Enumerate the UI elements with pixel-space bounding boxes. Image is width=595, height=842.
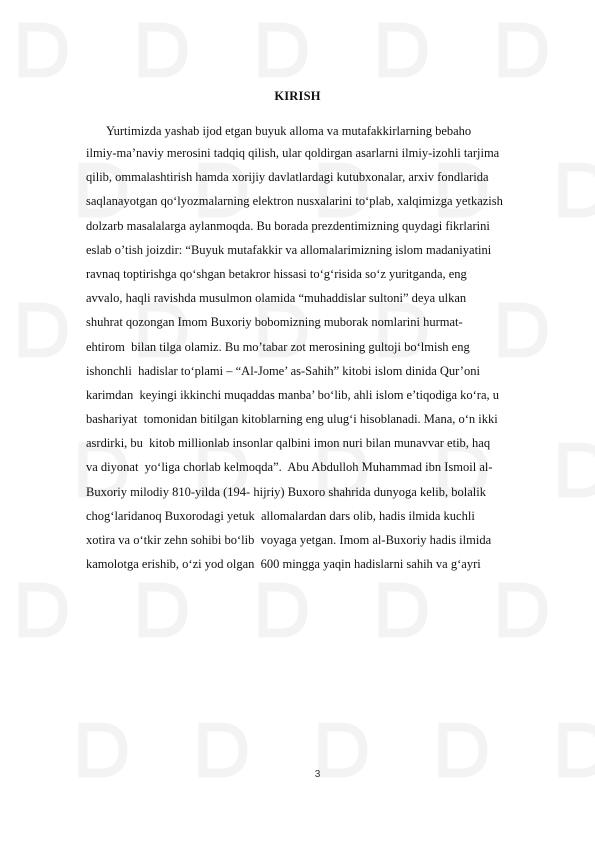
paragraph-line: avvalo, haqli ravishda musulmon olamida “muhaddislar sultoni” deya ulkan xyxy=(86,291,467,306)
watermark-mark xyxy=(143,27,183,73)
paragraph-line: Yurtimizda yashab ijod etgan buyuk alloma va mutafakkirlarning bebaho xyxy=(106,124,472,138)
paragraph-line: kamolotga erishib, o‘zi yod olgan 600 mingga yaqin hadislarni sahih va g‘ayri xyxy=(86,557,481,572)
watermark-mark xyxy=(503,27,543,73)
watermark-mark xyxy=(563,167,595,213)
paragraph-line: eslab o’tish joizdir: “Buyuk mutafakkir va allomalarimizning islom madaniyatini xyxy=(86,242,492,257)
paragraph-line: dolzarb masalalarga aylanmoqda. Bu borada prezdentimizning quydagi fikrlarini xyxy=(86,218,490,233)
paragraph-line: karimdan keyingi ikkinchi muqaddas manba’ bo‘lib, ahli islom e’tiqodiga ko‘ra, u xyxy=(86,387,499,402)
paragraph-line: saqlanayotgan qo‘lyozmalarning elektron nusxalarini to‘plab, xalqimizga yetkazish xyxy=(86,194,503,209)
watermark-mark xyxy=(323,727,363,773)
paragraph-line: Buxoriy milodiy 810-yilda (194- hijriy) Buxoro shahrida dunyoga kelib, bolalik xyxy=(86,484,486,499)
watermark-mark xyxy=(23,27,63,73)
watermark-mark xyxy=(23,307,63,353)
paragraph-line: ilmiy-ma’naviy merosini tadqiq qilish, ular qoldirgan asarlarni ilmiy-izohli tarjima xyxy=(86,146,500,160)
watermark-mark xyxy=(263,27,303,73)
watermark-mark xyxy=(443,727,483,773)
paragraph-line: qilib, ommalashtirish hamda xorijiy davlatlardagi kutubxonalar, arxiv fondlarida xyxy=(86,170,489,185)
watermark-mark xyxy=(23,587,63,633)
paragraph-line: chog‘laridanoq Buxorodagi yetuk allomalardan dars olib, hadis ilmida kuchli xyxy=(86,508,475,523)
watermark-mark xyxy=(383,27,423,73)
paragraph-line: va diyonat yo‘liga chorlab kelmoqda”. Abu Abdulloh Muhammad ibn Ismoil al- xyxy=(86,460,493,475)
paragraph-line: xotira va o‘tkir zehn sohibi bo‘lib voyaga yetgan. Imom al-Buxoriy hadis ilmida xyxy=(86,533,492,547)
watermark-mark xyxy=(503,587,543,633)
body-paragraph xyxy=(86,121,556,576)
paragraph-line: ishonchli hadislar to‘plami – “Al-Jome’ as-Sahih” kitobi islom dinida Qur’oni xyxy=(86,363,480,378)
watermark-mark xyxy=(563,727,595,773)
paragraph-line: asrdirki, bu kitob millionlab insonlar qalbini imon nuri bilan munavvar etib, haq xyxy=(86,436,491,451)
watermark-mark xyxy=(143,587,183,633)
section-heading: KIRISH xyxy=(274,89,321,103)
watermark-mark xyxy=(263,587,303,633)
paragraph-line: ravnaq toptirishga qo‘shgan betakror hissasi to‘g‘risida so‘z yuritganda, eng xyxy=(86,266,467,281)
paragraph-line: bashariyat tomonidan bitilgan kitoblarning eng ulug‘i hisoblanadi. Mana, o‘n ikki xyxy=(86,412,498,427)
watermark-mark xyxy=(563,447,595,493)
watermark-mark xyxy=(383,587,423,633)
watermark-mark xyxy=(83,727,123,773)
paragraph-line: ehtirom bilan tilga olamiz. Bu mo’tabar zot merosining gultoji bo‘lmish eng xyxy=(86,339,470,354)
page-number: 3 xyxy=(314,769,321,780)
watermark-mark xyxy=(203,727,243,773)
paragraph-line: shuhrat qozongan Imom Buxoriy bobomizning muborak nomlarini hurmat- xyxy=(86,315,463,330)
